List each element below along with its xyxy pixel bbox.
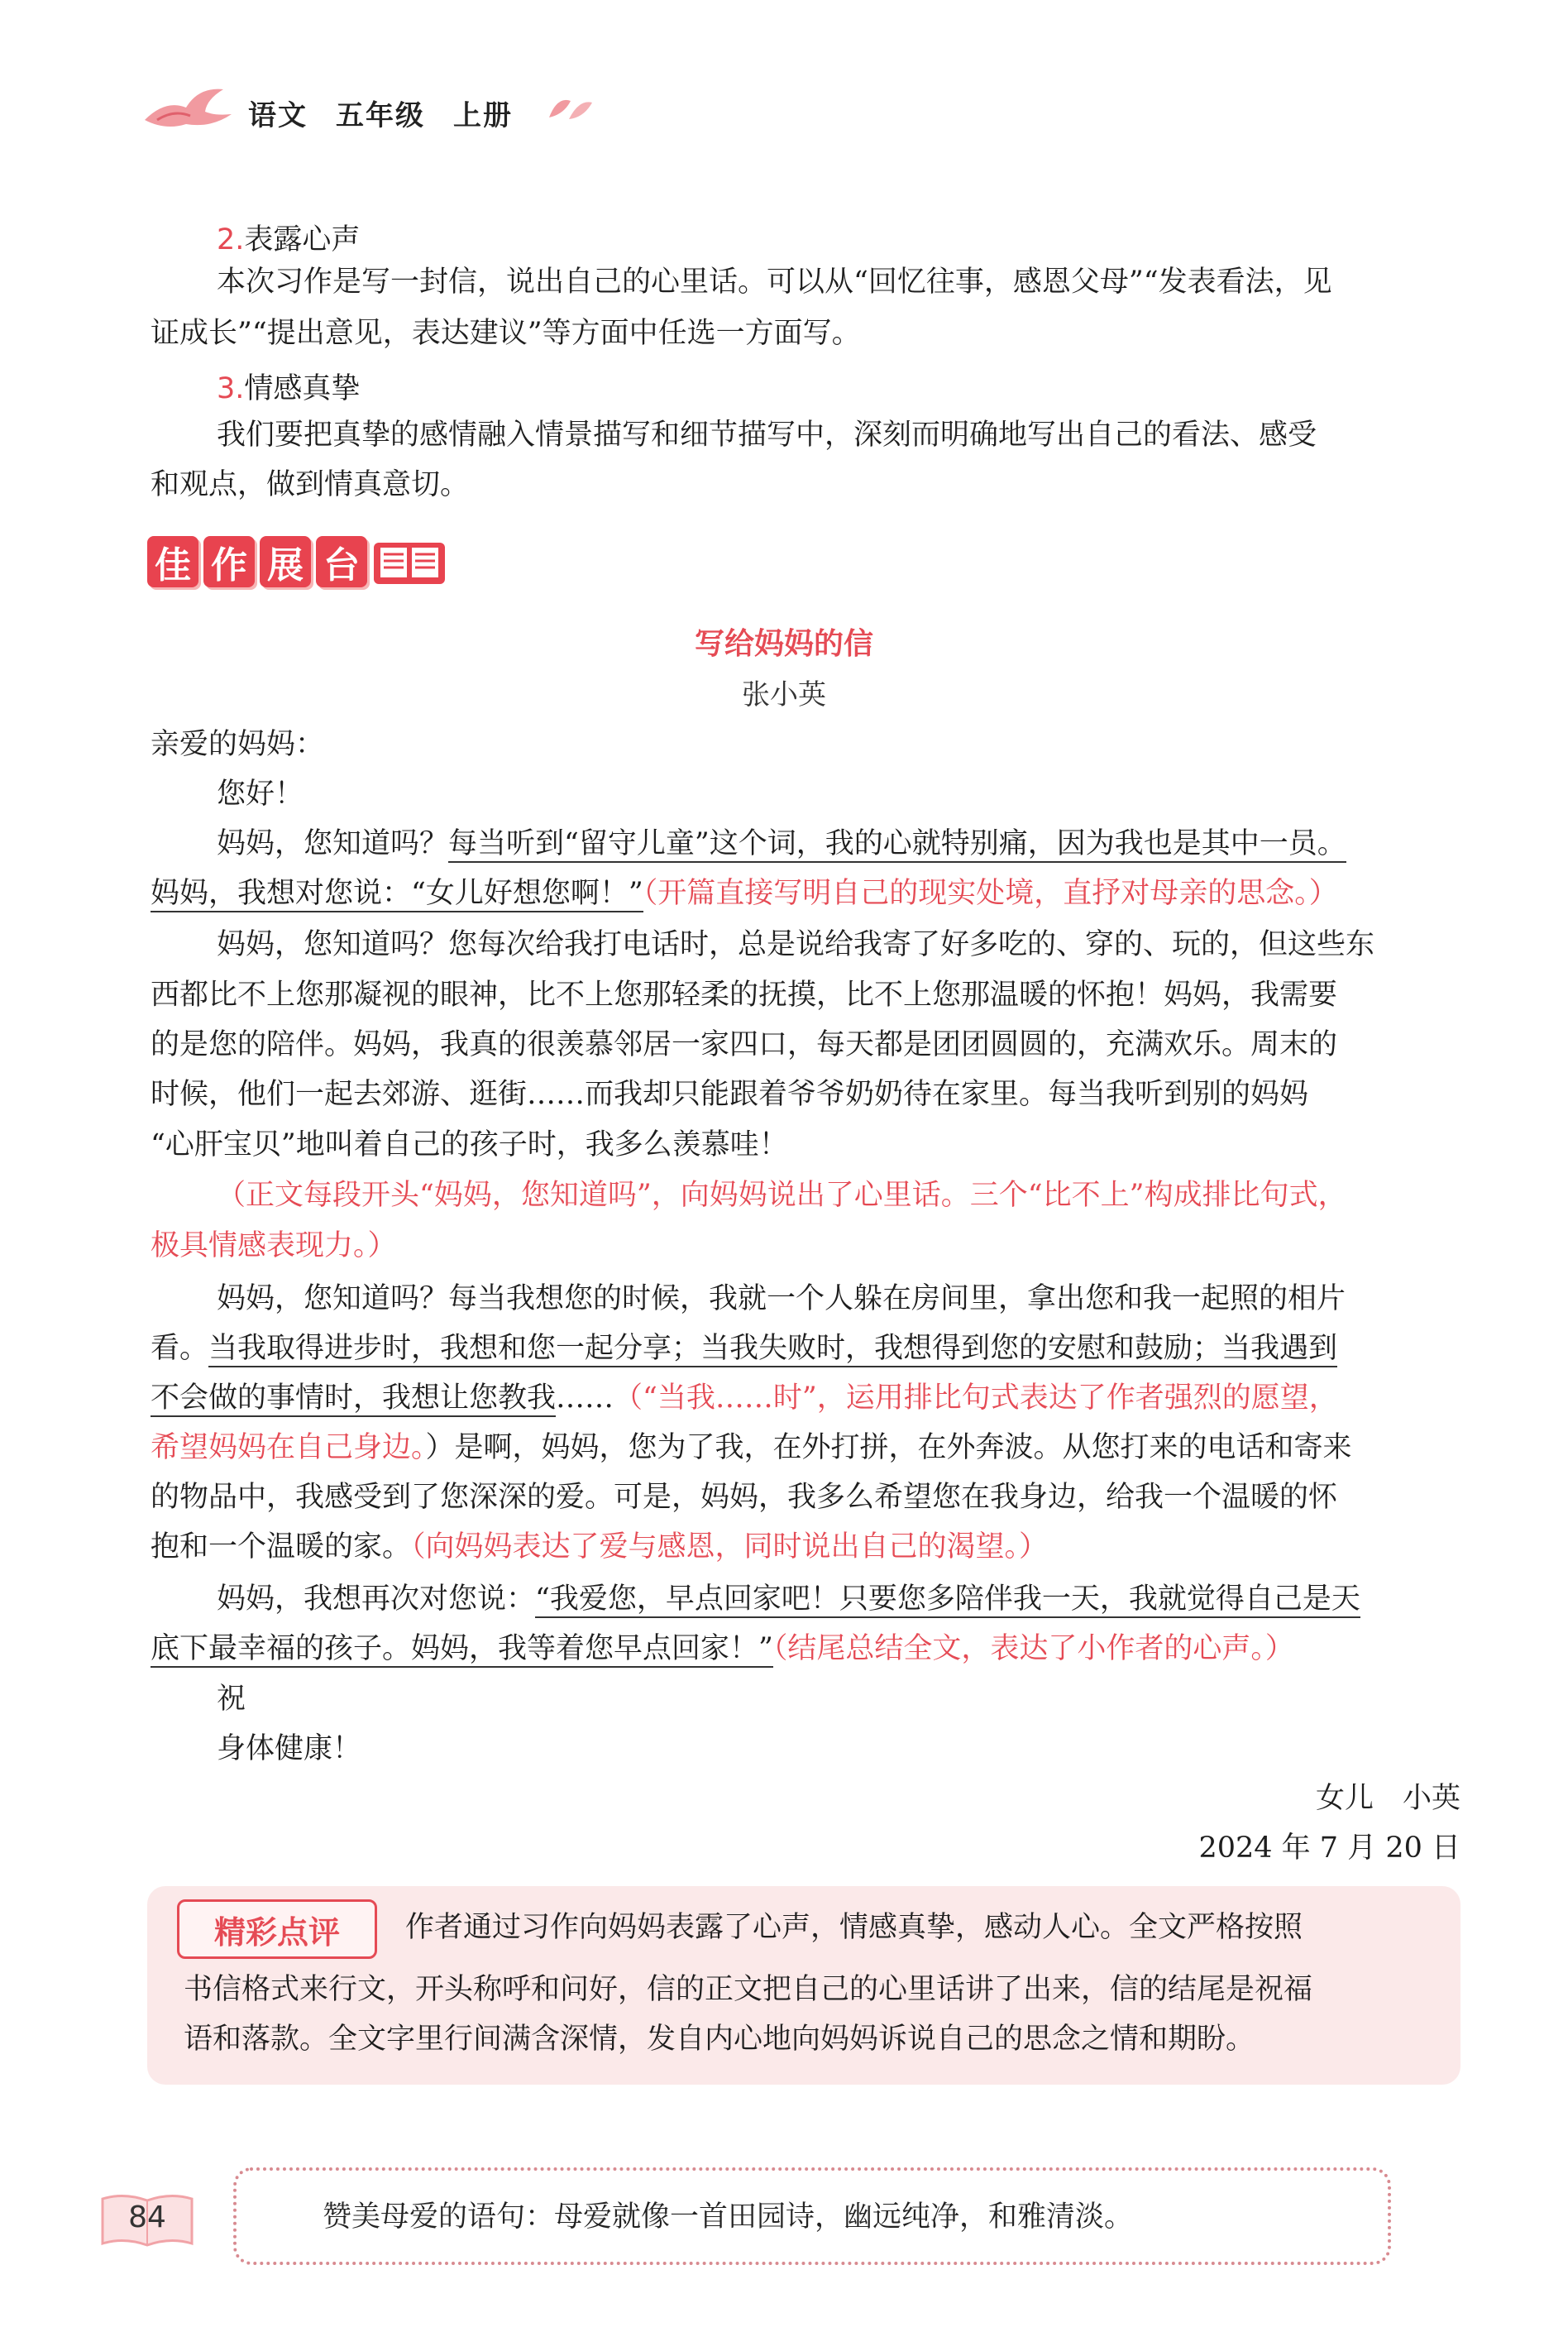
underlined-sentence: 不会做的事情时，我想让您教我 [151, 1381, 556, 1417]
annotation: （向妈妈表达了爱与感恩，同时说出自己的渴望。） [411, 1530, 1049, 1563]
underlined-sentence: 每当听到“留守儿童”这个词，我的心就特别痛，因为我也是其中一员。 [448, 827, 1346, 863]
underlined-sentence: 妈妈，我想对您说：“女儿好想您啊！” [151, 877, 643, 912]
annotation: 希望妈妈在自己身边。 [151, 1431, 426, 1464]
tip-2-line-1: 本次习作是写一封信，说出自己的心里话。可以从“回忆往事，感恩父母”“发表看法，见 [217, 266, 1332, 299]
page-number: 84 [128, 2200, 166, 2234]
tip-3-line-2: 和观点，做到情真意切。 [151, 468, 470, 501]
letter-salutation: 亲爱的妈妈： [151, 728, 325, 761]
commentary-line-3: 语和落款。全文字里行间满含深情，发自内心地向妈妈诉说自己的思念之情和期盼。 [184, 2023, 1255, 2056]
letter-greeting: 您好！ [217, 778, 304, 811]
quote-text: 赞美母爱的语句：母爱就像一首田园诗，幽远纯净，和雅清淡。 [323, 2200, 1134, 2234]
p1-line-2 [151, 869, 1338, 919]
annotation: （正文每段开头“妈妈，您知道吗”，向妈妈说出了心里话。三个“比不上”构成排比句式， [217, 1179, 1347, 1212]
banner-char: 台 [316, 536, 367, 587]
p2-line-2: 西都比不上您那凝视的眼神，比不上您那轻柔的抚摸，比不上您那温暖的怀抱！妈妈，我需要 [151, 979, 1338, 1012]
letter-author: 张小英 [742, 678, 826, 711]
p2-line-1: 妈妈，您知道吗？您每次给我打电话时，总是说给我寄了好多吃的、穿的、玩的，但这些东 [217, 928, 1375, 961]
letter-closing-1: 祝 [217, 1683, 246, 1716]
tip-3-heading: 3.情感真挚 [217, 372, 361, 405]
p3-line-5: 的物品中，我感受到了您深深的爱。可是，妈妈，我多么希望您在我身边，给我一个温暖的怀 [151, 1481, 1338, 1514]
p2-line-5: “心肝宝贝”地叫着自己的孩子时，我多么羡慕哇！ [151, 1128, 788, 1161]
bird-logo-icon [141, 83, 240, 132]
underlined-sentence: 当我取得进步时，我想和您一起分享；当我失败时，我想得到您的安慰和鼓励；当我遇到 [208, 1332, 1337, 1367]
p1-line-1: 妈妈，您知道吗？每当听到“留守儿童”这个词，我的心就特别痛，因为我也是其中一员。 [217, 819, 1346, 869]
annotation: （“当我……时”，运用排比句式表达了作者强烈的愿望， [614, 1381, 1338, 1415]
leaf-ornament-icon [546, 93, 595, 126]
tip-2-line-2: 证成长”“提出意见，表达建议”等方面中任选一方面写。 [151, 317, 861, 350]
header-title [248, 93, 541, 133]
letter-closing-2: 身体健康！ [217, 1732, 362, 1765]
p3-line-6: 抱和一个温暖的家。（向妈妈表达了爱与感恩，同时说出自己的渴望。） [151, 1530, 1049, 1563]
annotation: （开篇直接写明自己的现实处境，直抒对母亲的思念。） [643, 877, 1338, 910]
letter-date: 2024 年 7 月 20 日 [1198, 1832, 1460, 1865]
p3-line-1: 妈妈，您知道吗？每当我想您的时候，我就一个人躲在房间里，拿出您和我一起照的相片 [217, 1282, 1346, 1315]
header-subject: 语文 [248, 99, 308, 132]
commentary-tag: 精彩点评 [177, 1899, 377, 1959]
p3-line-3: 不会做的事情时，我想让您教我……（“当我……时”，运用排比句式表达了作者强烈的愿望， [151, 1373, 1338, 1424]
header-volume: 上册 [453, 99, 513, 132]
p2-line-3: 的是您的陪伴。妈妈，我真的很羡慕邻居一家四口，每天都是团团圆圆的，充满欢乐。周末的 [151, 1028, 1338, 1061]
showcase-banner [147, 536, 447, 587]
annotation: （结尾总结全文，表达了小作者的心声。） [772, 1632, 1294, 1665]
tip-2-heading: 2.表露心声 [217, 223, 361, 256]
tip-3-line-1: 我们要把真挚的感情融入情景描写和细节描写中，深刻而明确地写出自己的看法、感受 [217, 419, 1317, 452]
banner-char: 展 [260, 536, 311, 587]
banner-char: 作 [203, 536, 255, 587]
open-book-icon [372, 536, 447, 587]
p4-line-1: 妈妈，我想再次对您说：“我爱您，早点回家吧！只要您多陪伴我一天，我就觉得自己是天 [217, 1574, 1360, 1625]
letter-signature: 女儿 小英 [1315, 1782, 1460, 1815]
underlined-sentence: 底下最幸福的孩子。妈妈，我等着您早点回家！” [151, 1632, 773, 1668]
annotation: 极具情感表现力。） [151, 1229, 397, 1262]
p4-line-2 [151, 1624, 1294, 1674]
letter-title: 写给妈妈的信 [694, 626, 873, 661]
p3-line-4: 希望妈妈在自己身边。）是啊，妈妈，您为了我，在外打拼，在外奔波。从您打来的电话和寄来 [151, 1431, 1352, 1464]
p3-line-2: 看。当我取得进步时，我想和您一起分享；当我失败时，我想得到您的安慰和鼓励；当我遇到 [151, 1324, 1337, 1374]
underlined-sentence: “我爱您，早点回家吧！只要您多陪伴我一天，我就觉得自己是天 [535, 1583, 1360, 1618]
p2-line-4: 时候，他们一起去郊游、逛街……而我却只能跟着爷爷奶奶待在家里。每当我听到别的妈妈 [151, 1078, 1309, 1111]
commentary-line-1: 作者通过习作向妈妈表露了心声，情感真挚，感动人心。全文严格按照 [405, 1911, 1303, 1944]
banner-char: 佳 [147, 536, 198, 587]
header-grade: 五年级 [336, 99, 425, 132]
commentary-line-2: 书信格式来行文，开头称呼和问好，信的正文把自己的心里话讲了出来，信的结尾是祝福 [184, 1973, 1313, 2006]
